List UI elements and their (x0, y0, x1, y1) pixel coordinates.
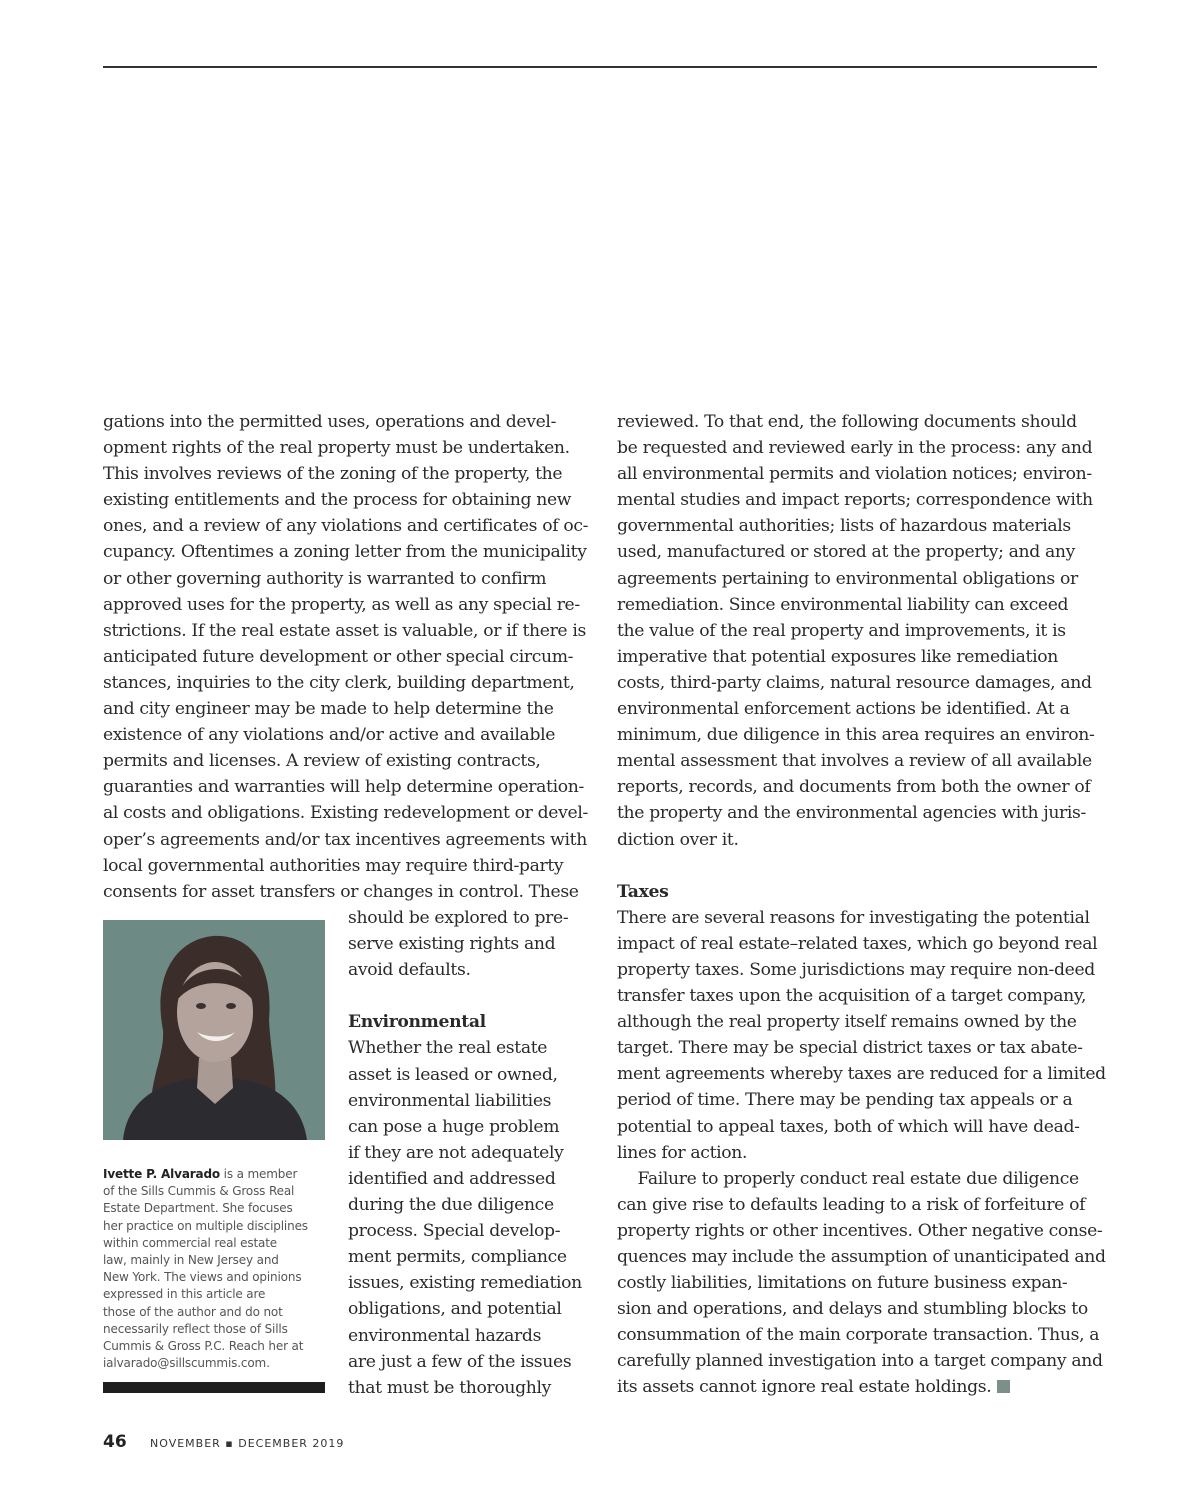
text-line: costly liabilities, limitations on future business expan- (617, 1273, 1068, 1294)
text-line: identified and addressed (348, 1168, 556, 1189)
text-line: reports, records, and documents from both the owner of (617, 777, 1091, 798)
paragraph-gap (617, 853, 1099, 879)
text-line: environmental liabilities (348, 1090, 552, 1111)
article-column-left (103, 409, 589, 905)
text-line: local governmental authorities may require third-party (103, 855, 564, 876)
bio-line: within commercial real estate (103, 1235, 278, 1250)
page-footer (103, 1432, 345, 1452)
text-line: consents for asset transfers or changes in control. These (103, 881, 579, 902)
text-line: although the real property itself remains owned by the (617, 1012, 1077, 1033)
text-line: target. There may be special district taxes or tax abate- (617, 1038, 1083, 1059)
text-line: can give rise to defaults leading to a risk of forfeiture of (617, 1194, 1086, 1215)
bio-bottom-bar (103, 1382, 325, 1393)
author-bio (103, 1166, 328, 1372)
text-line: period of time. There may be pending tax appeals or a (617, 1090, 1073, 1111)
author-photo (103, 920, 325, 1140)
bio-line: of the Sills Cummis & Gross Real (103, 1184, 295, 1199)
text-line: gations into the permitted uses, operations and devel- (103, 412, 557, 432)
bio-line: Cummis & Gross P.C. Reach her at (103, 1339, 304, 1354)
bio-line: law, mainly in New Jersey and (103, 1253, 279, 1268)
text-line: lines for action. (617, 1142, 748, 1163)
text-line: property rights or other incentives. Other negative conse- (617, 1220, 1103, 1241)
text-line: ones, and a review of any violations and certificates of oc- (103, 516, 589, 537)
bio-line: those of the author and do not (103, 1304, 283, 1319)
text-line: opment rights of the real property must be undertaken. (103, 438, 570, 459)
text-line: if they are not adequately (348, 1142, 564, 1163)
top-rule (103, 66, 1097, 68)
bio-line (103, 1166, 328, 1183)
page-number: 46 (103, 1432, 127, 1452)
text-line: during the due diligence (348, 1195, 554, 1216)
text-line: stances, inquiries to the city clerk, building department, (103, 672, 575, 693)
issue-date: NOVEMBER ▪ DECEMBER 2019 (150, 1437, 345, 1450)
text-line: cupancy. Oftentimes a zoning letter from the municipality (103, 542, 587, 563)
text-line: existence of any violations and/or active and available (103, 725, 556, 746)
author-name: Ivette P. Alvarado (103, 1167, 221, 1181)
text-line: permits and licenses. A review of existing contracts, (103, 751, 541, 772)
text-line: carefully planned investigation into a target company and (617, 1351, 1103, 1372)
text-line: diction over it. (617, 829, 739, 850)
text-line: quences may include the assumption of unanticipated and (617, 1247, 1106, 1267)
text-line: obligations, and potential (348, 1299, 562, 1320)
text-line: transfer taxes upon the acquisition of a target company, (617, 986, 1087, 1007)
text-line: consummation of the main corporate transaction. Thus, a (617, 1325, 1100, 1346)
text-line: asset is leased or owned, (348, 1064, 558, 1085)
text-line: process. Special develop- (348, 1221, 561, 1242)
text-line: costs, third-party claims, natural resource damages, and (617, 672, 1092, 693)
text-line: mental assessment that involves a review of all available (617, 751, 1092, 772)
section-heading-taxes: Taxes (617, 881, 669, 902)
author-portrait-image (103, 920, 325, 1140)
text-line: oper’s agreements and/or tax incentives agreements with (103, 829, 587, 850)
text-line: minimum, due diligence in this area requires an environ- (617, 725, 1095, 746)
article-column-right (617, 409, 1106, 1401)
text-line: be requested and reviewed early in the process: any and (617, 438, 1093, 459)
bio-text: is a member (220, 1167, 298, 1181)
end-of-article-mark-icon (997, 1380, 1010, 1393)
text-line: issues, existing remediation (348, 1273, 582, 1294)
text-line: environmental hazards (348, 1325, 542, 1346)
text-line: Failure to properly conduct real estate due diligence (617, 1168, 1079, 1189)
text-line: are just a few of the issues (348, 1351, 572, 1372)
bio-line: New York. The views and opinions (103, 1270, 302, 1285)
text-line: ment permits, compliance (348, 1247, 567, 1268)
section-heading-environmental: Environmental (348, 1012, 486, 1033)
text-line: governmental authorities; lists of hazardous materials (617, 516, 1071, 537)
article-column-middle (348, 905, 588, 1401)
text-line: strictions. If the real estate asset is valuable, or if there is (103, 620, 586, 641)
text-line: ment agreements whereby taxes are reduced for a limited (617, 1064, 1106, 1085)
text-line: reviewed. To that end, the following documents should (617, 412, 1077, 432)
text-line: guaranties and warranties will help determine operation- (103, 777, 584, 798)
text-line: can pose a huge problem (348, 1116, 560, 1137)
text-line: property taxes. Some jurisdictions may require non-deed (617, 959, 1095, 980)
bio-line: her practice on multiple disciplines (103, 1218, 308, 1233)
text-line: Whether the real estate (348, 1038, 548, 1059)
text-line-final (617, 1374, 1099, 1400)
text-line: that must be thoroughly (348, 1377, 551, 1398)
text-line: imperative that potential exposures like remediation (617, 646, 1058, 667)
text-line: agreements pertaining to environmental obligations or (617, 568, 1078, 589)
text-line: al costs and obligations. Existing redevelopment or devel- (103, 803, 588, 824)
text-line: This involves reviews of the zoning of the property, the (103, 464, 563, 485)
text-line: all environmental permits and violation notices; environ- (617, 464, 1092, 485)
text-line: approved uses for the property, as well as any special re- (103, 594, 580, 615)
text-line: avoid defaults. (348, 960, 471, 981)
text-line: remediation. Since environmental liability can exceed (617, 594, 1069, 615)
final-sentence: its assets cannot ignore real estate holdings. (617, 1377, 992, 1398)
paragraph-gap (348, 983, 588, 1009)
bio-line: necessarily reflect those of Sills (103, 1321, 288, 1336)
text-line: the property and the environmental agencies with juris- (617, 803, 1086, 824)
text-line: environmental enforcement actions be identified. At a (617, 699, 1070, 720)
text-line: existing entitlements and the process for obtaining new (103, 490, 572, 511)
text-line: should be explored to pre- (348, 908, 569, 928)
text-line: potential to appeal taxes, both of which will have dead- (617, 1116, 1080, 1137)
text-line: anticipated future development or other special circum- (103, 646, 574, 667)
text-line: serve existing rights and (348, 934, 556, 955)
text-line: impact of real estate–related taxes, which go beyond real (617, 933, 1098, 954)
text-line: the value of the real property and improvements, it is (617, 620, 1066, 641)
text-line: There are several reasons for investigating the potential (617, 907, 1090, 928)
text-line: or other governing authority is warranted to confirm (103, 568, 547, 589)
bio-line: expressed in this article are (103, 1287, 266, 1302)
text-line: sion and operations, and delays and stumbling blocks to (617, 1299, 1088, 1320)
bio-line: Estate Department. She focuses (103, 1201, 293, 1216)
text-line: used, manufactured or stored at the property; and any (617, 542, 1076, 563)
text-line: and city engineer may be made to help determine the (103, 699, 554, 720)
author-email[interactable]: ialvarado@sillscummis.com. (103, 1356, 270, 1371)
text-line: mental studies and impact reports; correspondence with (617, 490, 1093, 511)
